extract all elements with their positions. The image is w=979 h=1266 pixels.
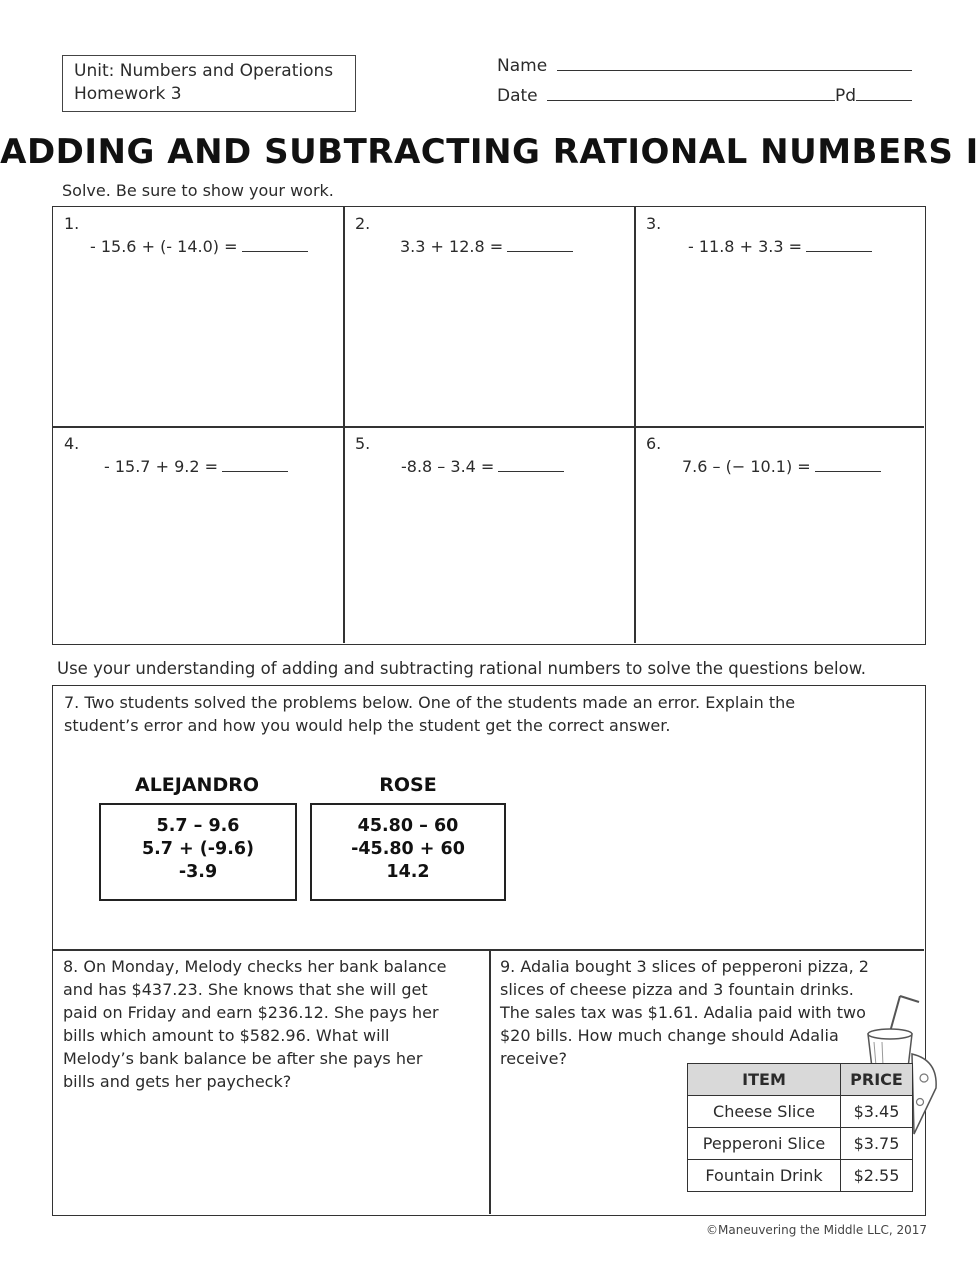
question-text-line: receive? bbox=[500, 1049, 567, 1068]
name-blank[interactable] bbox=[557, 54, 912, 71]
problem-expression bbox=[688, 237, 872, 256]
problem-number: 4. bbox=[64, 434, 80, 453]
answer-blank[interactable] bbox=[498, 457, 564, 472]
price-cell: $2.55 bbox=[841, 1160, 913, 1192]
problem-number: 3. bbox=[646, 214, 662, 233]
problem-cell-4[interactable] bbox=[53, 427, 343, 643]
problem-expression bbox=[400, 237, 573, 256]
expression-text: - 15.6 + (- 14.0) = bbox=[90, 237, 238, 256]
question-text-line: Melody’s bank balance be after she pays her bbox=[63, 1049, 423, 1068]
answer-blank[interactable] bbox=[242, 237, 308, 252]
work-line: 5.7 + (-9.6) bbox=[141, 839, 255, 859]
question-8-text bbox=[63, 955, 446, 1093]
item-cell: Cheese Slice bbox=[688, 1096, 841, 1128]
problem-number: 6. bbox=[646, 434, 662, 453]
student-name-alejandro: ALEJANDRO bbox=[134, 774, 260, 796]
problem-expression bbox=[401, 457, 564, 476]
problem-cell-1[interactable] bbox=[53, 207, 343, 426]
problem-cell-3[interactable] bbox=[635, 207, 925, 426]
date-field[interactable] bbox=[497, 84, 912, 106]
table-row bbox=[688, 1160, 913, 1192]
item-cell: Pepperoni Slice bbox=[688, 1128, 841, 1160]
question-text-line: The sales tax was $1.61. Adalia paid with two bbox=[500, 1003, 866, 1022]
problem-grid bbox=[52, 206, 926, 645]
table-row bbox=[688, 1128, 913, 1160]
pizza-slice-icon bbox=[910, 1048, 940, 1138]
page-title: ADDING AND SUBTRACTING RATIONAL NUMBERS I bbox=[0, 132, 979, 172]
work-line: 14.2 bbox=[386, 862, 430, 882]
date-blank[interactable] bbox=[547, 84, 835, 101]
unit-box bbox=[62, 55, 356, 112]
item-cell: Fountain Drink bbox=[688, 1160, 841, 1192]
question-text-line: paid on Friday and earn $236.12. She pays her bbox=[63, 1003, 439, 1022]
problem-number: 1. bbox=[64, 214, 80, 233]
problem-number: 5. bbox=[355, 434, 371, 453]
work-line: 45.80 – 60 bbox=[357, 816, 459, 836]
unit-label: Unit: Numbers and Operations bbox=[74, 61, 334, 81]
table-row bbox=[688, 1096, 913, 1128]
name-label: Name bbox=[497, 56, 548, 76]
problem-expression bbox=[104, 457, 288, 476]
section-instructions: Use your understanding of adding and subtracting rational numbers to solve the questions below. bbox=[57, 659, 866, 678]
column-header-price: PRICE bbox=[841, 1064, 913, 1096]
question-text-line: bills and gets her paycheck? bbox=[63, 1072, 292, 1091]
price-table bbox=[687, 1063, 913, 1192]
student-work-alejandro bbox=[99, 803, 297, 901]
problem-cell-2[interactable] bbox=[344, 207, 634, 426]
question-text-line: 8. On Monday, Melody checks her bank balance bbox=[63, 957, 447, 976]
work-line: -45.80 + 60 bbox=[351, 839, 465, 859]
question-text-line: and has $437.23. She knows that she will get bbox=[63, 980, 428, 999]
question-text-line: $20 bills. How much change should Adalia bbox=[500, 1026, 839, 1045]
question-text-line: 9. Adalia bought 3 slices of pepperoni pizza, 2 bbox=[500, 957, 869, 976]
question-text-line: student’s error and how you would help the student get the correct answer. bbox=[64, 716, 671, 735]
question-text-line: 7. Two students solved the problems below. One of the students made an error. Explain the bbox=[64, 693, 796, 712]
student-work-rose bbox=[310, 803, 506, 901]
student-name-rose: ROSE bbox=[379, 774, 437, 796]
problem-expression bbox=[90, 237, 308, 256]
question-8[interactable] bbox=[53, 950, 489, 1214]
price-cell: $3.45 bbox=[841, 1096, 913, 1128]
work-line: -3.9 bbox=[178, 862, 218, 882]
question-9-text bbox=[500, 955, 869, 1070]
problem-number: 2. bbox=[355, 214, 371, 233]
instructions: Solve. Be sure to show your work. bbox=[62, 181, 334, 200]
column-header-item: ITEM bbox=[688, 1064, 841, 1096]
price-cell: $3.75 bbox=[841, 1128, 913, 1160]
question-text-line: slices of cheese pizza and 3 fountain drinks. bbox=[500, 980, 854, 999]
pd-label: Pd bbox=[835, 86, 857, 106]
question-text-line: bills which amount to $582.96. What will bbox=[63, 1026, 390, 1045]
answer-blank[interactable] bbox=[222, 457, 288, 472]
date-label: Date bbox=[497, 86, 538, 106]
table-header-row bbox=[688, 1064, 913, 1096]
pd-blank[interactable] bbox=[856, 84, 912, 101]
copyright: ©Maneuvering the Middle LLC, 2017 bbox=[706, 1223, 927, 1237]
answer-blank[interactable] bbox=[806, 237, 872, 252]
question-7-text bbox=[64, 691, 795, 737]
problem-cell-6[interactable] bbox=[635, 427, 925, 643]
problem-expression bbox=[682, 457, 881, 476]
answer-blank[interactable] bbox=[815, 457, 881, 472]
answer-blank[interactable] bbox=[507, 237, 573, 252]
expression-text: 7.6 – (− 10.1) = bbox=[682, 457, 811, 476]
homework-label: Homework 3 bbox=[74, 84, 182, 104]
name-field[interactable] bbox=[497, 54, 912, 76]
expression-text: - 11.8 + 3.3 = bbox=[688, 237, 802, 256]
problem-cell-5[interactable] bbox=[344, 427, 634, 643]
work-line: 5.7 – 9.6 bbox=[156, 816, 240, 836]
expression-text: - 15.7 + 9.2 = bbox=[104, 457, 218, 476]
expression-text: 3.3 + 12.8 = bbox=[400, 237, 504, 256]
question-7[interactable] bbox=[53, 686, 924, 949]
expression-text: -8.8 – 3.4 = bbox=[401, 457, 495, 476]
